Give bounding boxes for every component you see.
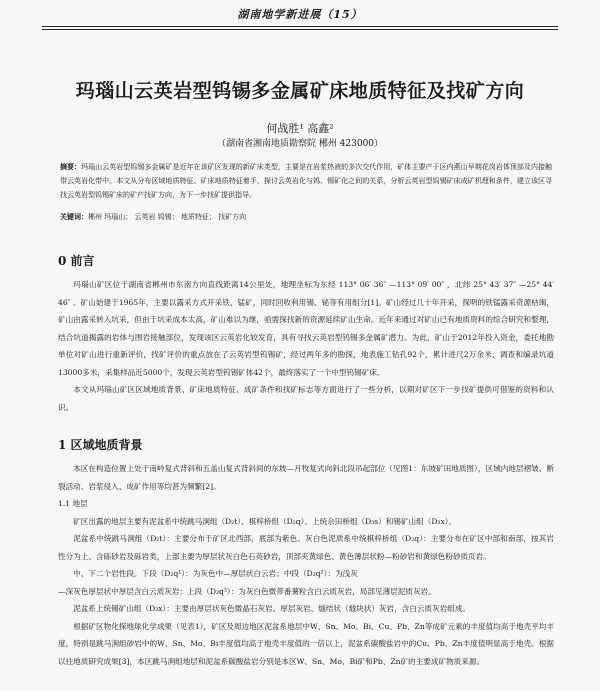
- keywords-text: 郴州 玛瑙山； 云英岩 钨锡； 地质特征； 找矿方向: [88, 213, 247, 221]
- article-title: 玛瑙山云英岩型钨锡多金属矿床地质特征及找矿方向: [75, 80, 525, 102]
- paragraph: 矿区出露的地层主要有泥盆系中统跳马涧组（D₂t）、棋梓桥组（D₂q）、上统佘田桥组（D₃s）和锡矿山组（D₃x）。: [73, 516, 457, 526]
- section-body-regional-geology: [58, 460, 554, 670]
- paragraph: 根据矿区物化探地球化学成果（见表1），矿区及周边地区泥盆系地层中W、Sn、Mo、Bi、Cu、Pb、Zn等成矿元素的丰度值均高于地壳平均丰度，特别是跳马涧组砂岩中的W、Sn、Mo、Bi丰度值均高于地壳丰度值的一倍以上，泥盆系碳酸盐岩中的Cu、Pb、Zn丰度值明显高于地壳。根据以往地质研究成果[3]，本区跳马涧组地层和泥盆系碳酸盐岩分别是本区W、Sn、Mo、Bi矿和Pb、Zn矿的主要成矿物质来源。: [58, 621, 554, 666]
- keywords-label: 关键词：: [60, 212, 88, 221]
- paragraph: —深灰色厚层状中厚层含白云质灰岩；上段（D₂q³）：为灰白色微带番薯粒含白云质灰岩，局部见薄层泥质灰岩。: [58, 586, 436, 596]
- header-rule: [42, 26, 558, 27]
- running-head: 湖南地学新进展（15）: [237, 8, 363, 21]
- section-body-preface: [58, 276, 554, 416]
- paragraph: 泥盆系中统跳马涧组（D₂t）：主要分布于矿区北西部，底部为紫色、灰白色泥质系中统棋梓桥组（D₂q）：主要分布在矿区中部和南部，按其岩性分为上、含砾砂岩及砾岩类，上部主要为厚层状灰白色石英砂岩，顶部夹黄绿色、黄色薄层状粉—粉砂岩和黄绿色粉砂质页岩。: [58, 534, 554, 561]
- paragraph: 泥盆系上统锡矿山组（D₃x）：主要由厚层状灰色微晶石灰岩、厚层灰岩、燧结状（燧块状）灰岩，含白云质灰岩组成。: [73, 604, 471, 613]
- abstract: [60, 160, 552, 202]
- paragraph: 本文从玛瑙山矿区区域地质背景、矿床地质特征、成矿条件和找矿标志等方面进行了一些分析，以期对矿区下一步找矿提供可借鉴的资料和认识。: [58, 385, 554, 412]
- abstract-label: 摘要：: [60, 162, 82, 171]
- paragraph: 中、下二个岩性段。下段（D₂q¹）：为灰色中—厚层状白云岩；中段（D₂q²）：为浅灰: [73, 569, 358, 578]
- article-authors: 何战胜¹ 高鑫²: [266, 122, 334, 135]
- section-heading-regional-geology: 1 区域地质背景: [58, 438, 143, 452]
- keywords: [60, 212, 552, 222]
- abstract-text: 玛瑙山云英岩型钨锡多金属矿是近年在该矿区发现的新矿床类型，主要是在岩浆热液的多次交代作用，矿体主要产于区内燕山早期花岗岩体顶部及内接触带云英岩化带中。本文从分布区域地质特征、矿床地质特征着手，探讨云英岩化与钨、锡矿化之间的关系，分析云英岩型钨锡矿床成矿机理和条件，建立该区寻找云英岩型钨锡矿床的矿产找矿方向，为下一步找矿提供指导。: [60, 163, 553, 199]
- article-affiliation: （湖南省湘南地质勘察院 郴州 423000）: [216, 139, 384, 149]
- paragraph: 本区在构造位置上处于南岭复式背斜和五盖山复式背斜间的东坡—月牧复式向斜北段吊起部位（见图1：东坡矿田地质图），区域内地层褶皱、断裂活动、岩浆侵入、成矿作用等均甚为频繁[2]。: [58, 464, 554, 491]
- header-rule-thin: [42, 29, 558, 30]
- paragraph: 玛瑙山矿区位于湖南省郴州市东南方向直线距离14公里处，地理坐标为东经 113° 06′ 36″ —113° 09′ 00″ ，北纬 25° 43′ 37″ —25° 44′ 46″ 。矿山始建于1965年，主要以露采方式开采铁、锰矿，同时回收利用锡、铋等有用组分[1]。矿山经过几十年开采，探明的铁锰露采资源枯竭，矿山由露采转入坑采，但由于坑采成本太高，矿山难以为继，亟需探找新的资源延续矿山生命。近年来通过对矿山已有地质资料的综合研究和整理，结合坑道揭露的岩体与围岩接触部位，发现该区云英岩化较发育，具有寻找云英岩型钨锡多金属矿潜力。为此，矿山于2012年投入资金，委托地勘单位对矿山进行重新评价，找矿评价的重点放在了云英岩型钨锡矿，经过两年多的勘探，地表施工钻孔92个，累计进尺2万余米，调查和编录坑道13000多米，采集样品近5000个，发现云英岩型钨锡矿体42个，最终落实了一个中型钨锡矿床。: [58, 280, 554, 377]
- subsection-heading-strata: 1.1 地层: [58, 499, 88, 508]
- section-heading-preface: 0 前言: [58, 254, 95, 268]
